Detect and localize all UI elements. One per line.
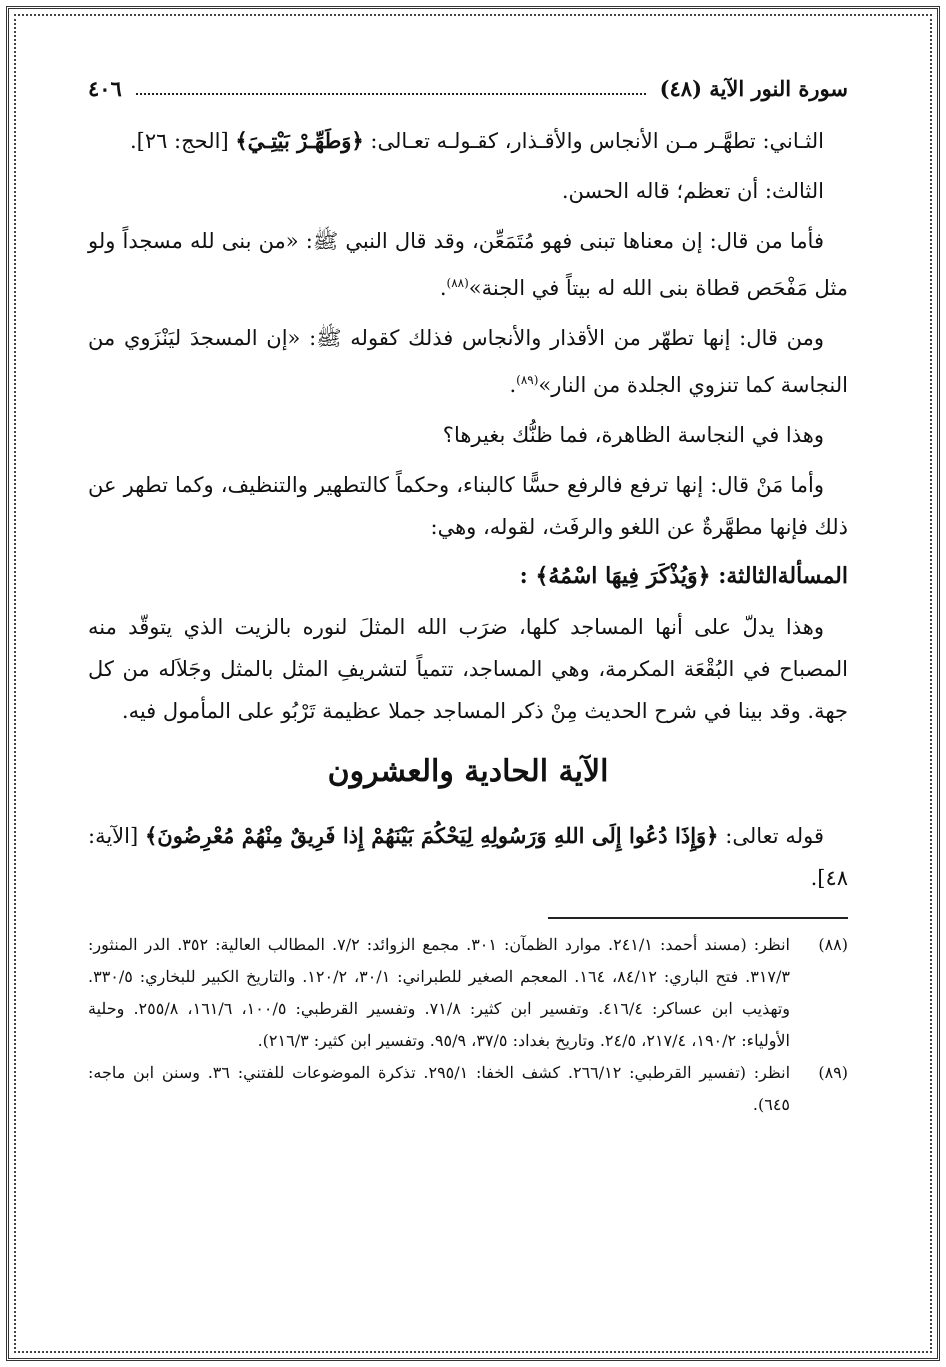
footnote-number: (٨٩) <box>818 1063 848 1082</box>
paragraph-text: قوله تعالى: <box>725 824 824 848</box>
paragraph-raising: وأما مَنْ قال: إنها ترفع فالرفع حسًّا كالبناء، وحكماً كالتطهير والتنظيف، وكما تطهر عن ذلك فإنها مطهَّرةٌ عن اللغو والرفَث، لقوله، وهي: <box>88 473 848 539</box>
verse-reference: [الآية: ٤٨]. <box>88 824 848 890</box>
paragraph-text: الثـاني: تطهَّـر مـن الأنجاس والأقـذار، كقـولـه تعـالى: <box>370 129 824 153</box>
paragraph-verse-48 <box>88 815 848 899</box>
footnote-separator <box>548 917 848 919</box>
page-content <box>88 70 848 1121</box>
quran-quote: ﴿وَإِذَا دُعُوا إِلَى اللهِ وَرَسُولِهِ لِيَحْكُمَ بَيْنَهُمْ إِذا فَرِيقٌ مِنْهُمْ مُعْرِضُونَ﴾ <box>144 823 719 848</box>
paragraph-end: . <box>509 373 517 397</box>
footnote-number: (٨٨) <box>818 935 848 954</box>
paragraph-visible-impurity: وهذا في النجاسة الظاهرة، فما ظنُّك بغيرها؟ <box>442 423 824 447</box>
footnote-text: انظر: (تفسير القرطبي: ٢٦٦/١٢. كشف الخفا: ٢٩٥/١. تذكرة الموضوعات للفتني: ٣٦. وسنن ابن ماجه: ٦٤٥). <box>88 1063 791 1114</box>
paragraph-purity-hadith <box>88 317 848 406</box>
header-dot-leader <box>136 93 646 95</box>
issue-label: المسألةالثالثة: <box>718 563 848 589</box>
quran-quote: ﴿وَطَهِّـرْ بَيْتِـيَ﴾ <box>235 128 364 153</box>
quran-quote: ﴿وَيُذْكَرَ فِيهَا اسْمُهُ﴾ <box>535 563 711 589</box>
paragraph-text: ومن قال: إنها تطهّر من الأقذار والأنجاس فذلك كقوله ﷺ: «إن المسجدَ ليَنْزَوي من النجاسة كما تنزوي الجلدة من النار» <box>88 326 848 397</box>
running-header <box>88 70 848 106</box>
page-number: ٤٠٦ <box>88 75 122 101</box>
header-title: سورة النور الآية (٤٨) <box>659 75 848 101</box>
footnote-marker: (٨٩) <box>516 373 539 387</box>
paragraph-third-meaning: الثالث: أن تعظم؛ قاله الحسن. <box>561 179 824 203</box>
issue-heading-end: : <box>519 563 528 589</box>
paragraph-text: فأما من قال: إن معناها تبنى فهو مُتَمَعِّن، وقد قال النبي ﷺ: «من بنى لله مسجداً ولو مثل مَفْحَص قطاة بنى الله له بيتاً في الجنة» <box>88 229 848 300</box>
paragraph-end: . <box>439 276 447 300</box>
footnote-text: انظر: (مسند أحمد: ٢٤١/١. موارد الظمآن: ٣٠١. مجمع الزوائد: ٧/٢. المطالب العالية: ٣٥٢. الدر المنثور: ٣١٧/٣. فتح الباري: ٨٤/١٢، ١٦٤. المعجم الصغير للطبراني: ٣٠/١، ١٢٠/٢. والتاريخ الكبير للبخاري: ٣٣٠/٥. وتهذيب ابن عساكر: ٤١٦/٤. وتفسير ابن كثير: ٧١/٨. وتفسير القرطبي: ١٠٠/٥، ١٦١/٦، ٢٥٥/٨. وحلية الأولياء: ١٩٠/٢، ٢١٧/٤، ٢٤/٥. وتاريخ بغداد: ٣٧/٥، ٩٥/٩. وتفسير ابن كثير: ٢١٦/٣). <box>88 935 791 1050</box>
paragraph-building-hadith <box>88 220 848 309</box>
paragraph-mosques: وهذا يدلّ على أنها المساجد كلها، ضرَب الله المثلَ لنوره بالزيت الذي يتوقّد منه المصباح في البُقْعَة المكرمة، وهي المساجد، تتمياً لتشريفِ المثل بالمثل وجَلاَله من كل جهة. وقد بينا في شرح الحديث مِنْ ذكر المساجد جملا عظيمة تَرْبُو على المأمول فيه. <box>88 615 848 723</box>
footnote-89 <box>88 1057 848 1121</box>
footnote-88 <box>88 929 848 1057</box>
section-title: الآية الحادية والعشرون <box>327 754 609 789</box>
paragraph-second-meaning <box>88 120 848 162</box>
verse-reference: [الحج: ٢٦]. <box>129 129 229 153</box>
footnote-marker: (٨٨) <box>446 276 469 290</box>
issue-heading <box>88 556 848 596</box>
